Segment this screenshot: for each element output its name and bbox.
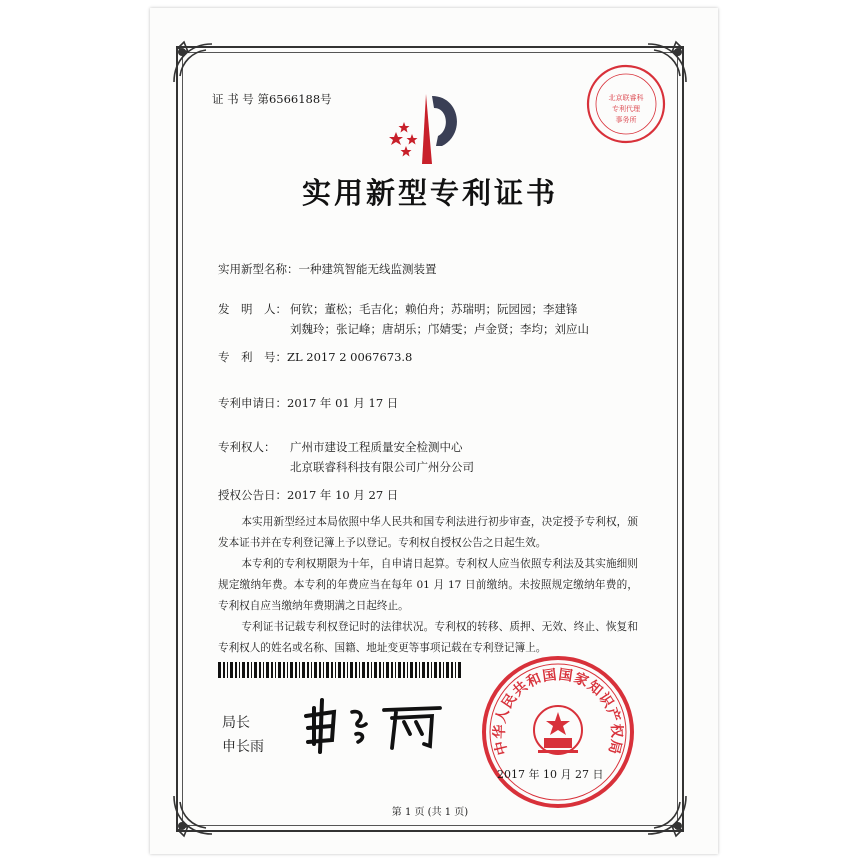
patent-number-row — [218, 350, 412, 364]
utility-model-name-value: 一种建筑智能无线监测装置 — [298, 262, 437, 276]
director-title-label: 局长 — [222, 715, 250, 731]
application-date-value: 2017 年 01 月 17 日 — [287, 396, 399, 410]
grant-date-value: 2017 年 10 月 27 日 — [287, 488, 399, 502]
inventor-line-2: 刘魏玲；张记峰；唐胡乐；邝婧雯；卢金贤；李均；刘应山 — [290, 322, 589, 336]
certificate-number-label: 证 书 号 — [212, 92, 254, 106]
application-date-label: 专利申请日： — [218, 396, 287, 410]
director-name-label: 申长雨 — [222, 739, 264, 755]
certificate-number-value: 第6566188号 — [257, 92, 332, 106]
utility-model-name-label: 实用新型名称： — [218, 262, 299, 276]
svg-text:专利代理: 专利代理 — [612, 105, 640, 113]
grant-date-row — [218, 488, 398, 502]
application-date-row — [218, 396, 398, 410]
handwritten-signature — [300, 694, 450, 754]
seal-text: 中华人民共和国国家知识产权局 — [491, 667, 625, 757]
agency-stamp-icon — [584, 62, 668, 146]
certificate-number — [212, 92, 332, 106]
inventor-label: 发 明 人： — [218, 302, 287, 316]
inventor-line-1: 何钦；董松；毛吉化；赖伯舟；苏瑞明；阮园园；李建锋 — [290, 302, 578, 316]
patentee-line-1: 广州市建设工程质量安全检测中心 — [290, 440, 463, 454]
body-paragraph-1: 本实用新型经过本局依照中华人民共和国专利法进行初步审查，决定授予专利权，颁发本证书并在专利登记簿上予以登记。专利权自授权公告之日起生效。 — [218, 516, 638, 549]
patent-number-value: ZL 2017 2 0067673.8 — [287, 350, 413, 364]
certificate-body — [218, 512, 638, 659]
seal-date: 2017 年 10 月 27 日 — [497, 768, 604, 781]
patentee-line-2: 北京联睿科科技有限公司广州分公司 — [290, 460, 474, 474]
certificate-title: 实用新型专利证书 — [301, 176, 558, 210]
svg-text:事务所: 事务所 — [615, 116, 637, 124]
body-paragraph-3: 专利证书记载专利权登记时的法律状况。专利权的转移、质押、无效、终止、恢复和专利权人的姓名或名称、国籍、地址变更等事项记载在专利登记簿上。 — [218, 621, 638, 654]
corner-ornament-top-left — [170, 40, 216, 86]
patentee-label: 专利权人： — [218, 440, 276, 454]
patent-office-emblem-icon — [382, 88, 478, 168]
barcode-icon — [218, 662, 462, 678]
svg-text:北京联睿科: 北京联睿科 — [608, 94, 644, 102]
body-paragraph-2: 本专利的专利权期限为十年，自申请日起算。专利权人应当依照专利法及其实施细则规定缴纳年费。本专利的年费应当在每年 01 月 17 日前缴纳。未按照规定缴纳年费的，专利权自应当缴纳年费期满之日起终止。 — [218, 558, 638, 612]
grant-date-label: 授权公告日： — [218, 488, 287, 502]
utility-model-name-row — [218, 262, 437, 276]
national-ip-office-seal-icon — [478, 652, 638, 812]
page-footer: 第 1 页 (共 1 页) — [391, 807, 469, 818]
patent-number-label: 专 利 号： — [218, 350, 287, 364]
